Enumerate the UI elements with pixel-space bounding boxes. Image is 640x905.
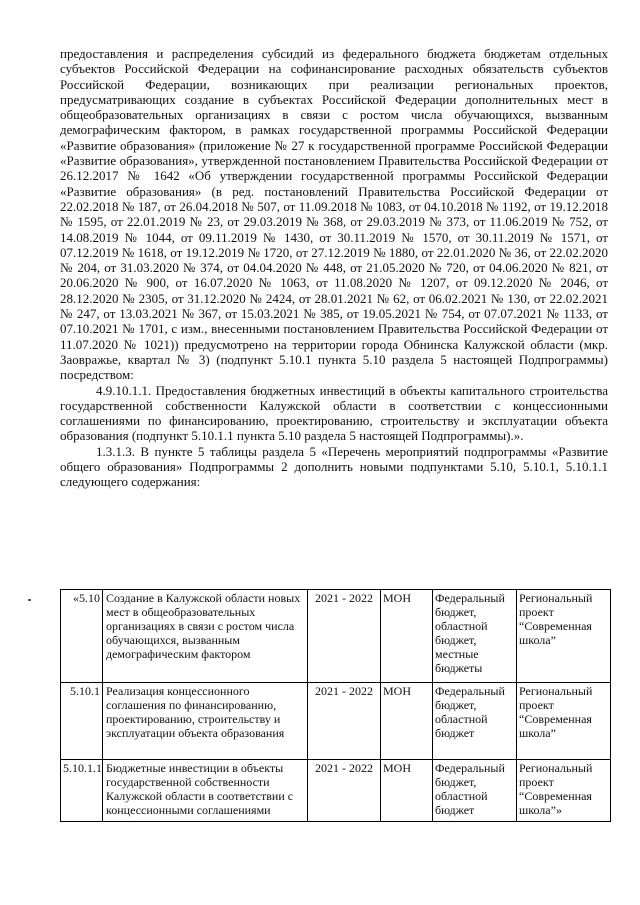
row-project: Региональный проект “Современная школа”: [517, 590, 611, 683]
row-funding-source: Федеральный бюджет, областной бюджет, местные бюджеты: [433, 590, 517, 683]
row-measure-name: Бюджетные инвестиции в объекты государственной собственности Калужской области в соответствии с концессионными соглашениями: [103, 760, 308, 822]
row-funding-source: Федеральный бюджет, областной бюджет: [433, 760, 517, 822]
row-number: «5.10: [61, 590, 103, 683]
table-row: [61, 760, 611, 822]
row-project: Региональный проект “Современная школа”»: [517, 760, 611, 822]
table-row: [61, 590, 611, 683]
row-measure-name: Создание в Калужской области новых мест в общеобразовательных организациях в связи с ростом числа обучающихся, вызванным демографическим фактором: [103, 590, 308, 683]
row-project: Региональный проект “Современная школа”: [517, 683, 611, 760]
row-executor: МОН: [381, 760, 433, 822]
row-number: 5.10.1.1: [61, 760, 103, 822]
table-row: [61, 683, 611, 760]
row-measure-name: Реализация концессионного соглашения по финансированию, проектированию, строительству и эксплуатации объекта образования: [103, 683, 308, 760]
row-years: 2021 - 2022: [308, 683, 381, 760]
margin-mark: [28, 599, 31, 601]
paragraph-1-3-1-3: 1.3.1.3. В пункте 5 таблицы раздела 5 «Перечень мероприятий подпрограммы «Развитие общего образования» Подпрограммы 2 дополнить новыми подпунктами 5.10, 5.10.1, 5.10.1.1 следующего содержания:: [60, 443, 608, 490]
paragraph-4-9-10-1-1: 4.9.10.1.1. Предоставления бюджетных инвестиций в объекты капитального строительства государственной собственности Калужской области в соответствии с концессионными соглашениями по финансированию, проектированию, строительству и эксплуатации объекта образования (подпункт 5.10.1.1 пункта 5.10 раздела 5 настоящей Подпрограммы).».: [60, 382, 608, 444]
paragraph-intro: предоставления и распределения субсидий из федерального бюджета бюджетам отдельных субъектов Российской Федерации на софинансирование расходных обязательств субъектов Российской Федерации, возникающих при реализации региональных проектов, предусматривающих создание в субъектах Российской Федерации дополнительных мест в общеобразовательных организациях в связи с ростом числа обучающихся, вызванным демографическим фактором, в рамках государственной программы Российской Федерации «Развитие образования» (приложение № 27 к государственной программе Российской Федерации «Развитие образования», утвержденной постановлением Правительства Российской Федерации от 26.12.2017 № 1642 «Об утверждении государственной программы Российской Федерации «Развитие образования» (в ред. постановлений Правительства Российской Федерации от 22.02.2018 № 187, от 26.04.2018 № 507, от 11.09.2018 № 1083, от 04.10.2018 № 1192, от 19.12.2018 № 1595, от 22.01.2019 № 23, от 29.03.2019 № 368, от 29.03.2019 № 373, от 11.06.2019 № 752, от 14.08.2019 № 1044, от 09.11.2019 № 1430, от 30.11.2019 № 1570, от 30.11.2019 № 1571, от 07.12.2019 № 1618, от 19.12.2019 № 1720, от 27.12.2019 № 1880, от 22.01.2020 № 36, от 22.02.2020 № 204, от 31.03.2020 № 374, от 04.04.2020 № 448, от 21.05.2020 № 720, от 04.06.2020 № 821, от 20.06.2020 № 900, от 16.07.2020 № 1063, от 11.08.2020 № 1207, от 09.12.2020 № 2046, от 28.12.2020 № 2305, от 31.12.2020 № 2424, от 28.01.2021 № 62, от 06.02.2021 № 130, от 22.02.2021 № 247, от 13.03.2021 № 367, от 15.03.2021 № 385, от 19.05.2021 № 754, от 07.07.2021 № 1133, от 07.10.2021 № 1701, с изм., внесенными постановлением Правительства Российской Федерации от 11.07.2020 № 1021)) предусмотрено на территории города Обнинска Калужской области (мкр. Заовражье, квартал № 3) (подпункт 5.10.1 пункта 5.10 раздела 5 настоящей Подпрограммы) посредством:: [60, 46, 608, 383]
row-number: 5.10.1: [61, 683, 103, 760]
row-funding-source: Федеральный бюджет, областной бюджет: [433, 683, 517, 760]
document-body: [60, 46, 608, 490]
row-executor: МОН: [381, 683, 433, 760]
measures-table: [60, 589, 611, 822]
row-years: 2021 - 2022: [308, 760, 381, 822]
row-years: 2021 - 2022: [308, 590, 381, 683]
row-executor: МОН: [381, 590, 433, 683]
